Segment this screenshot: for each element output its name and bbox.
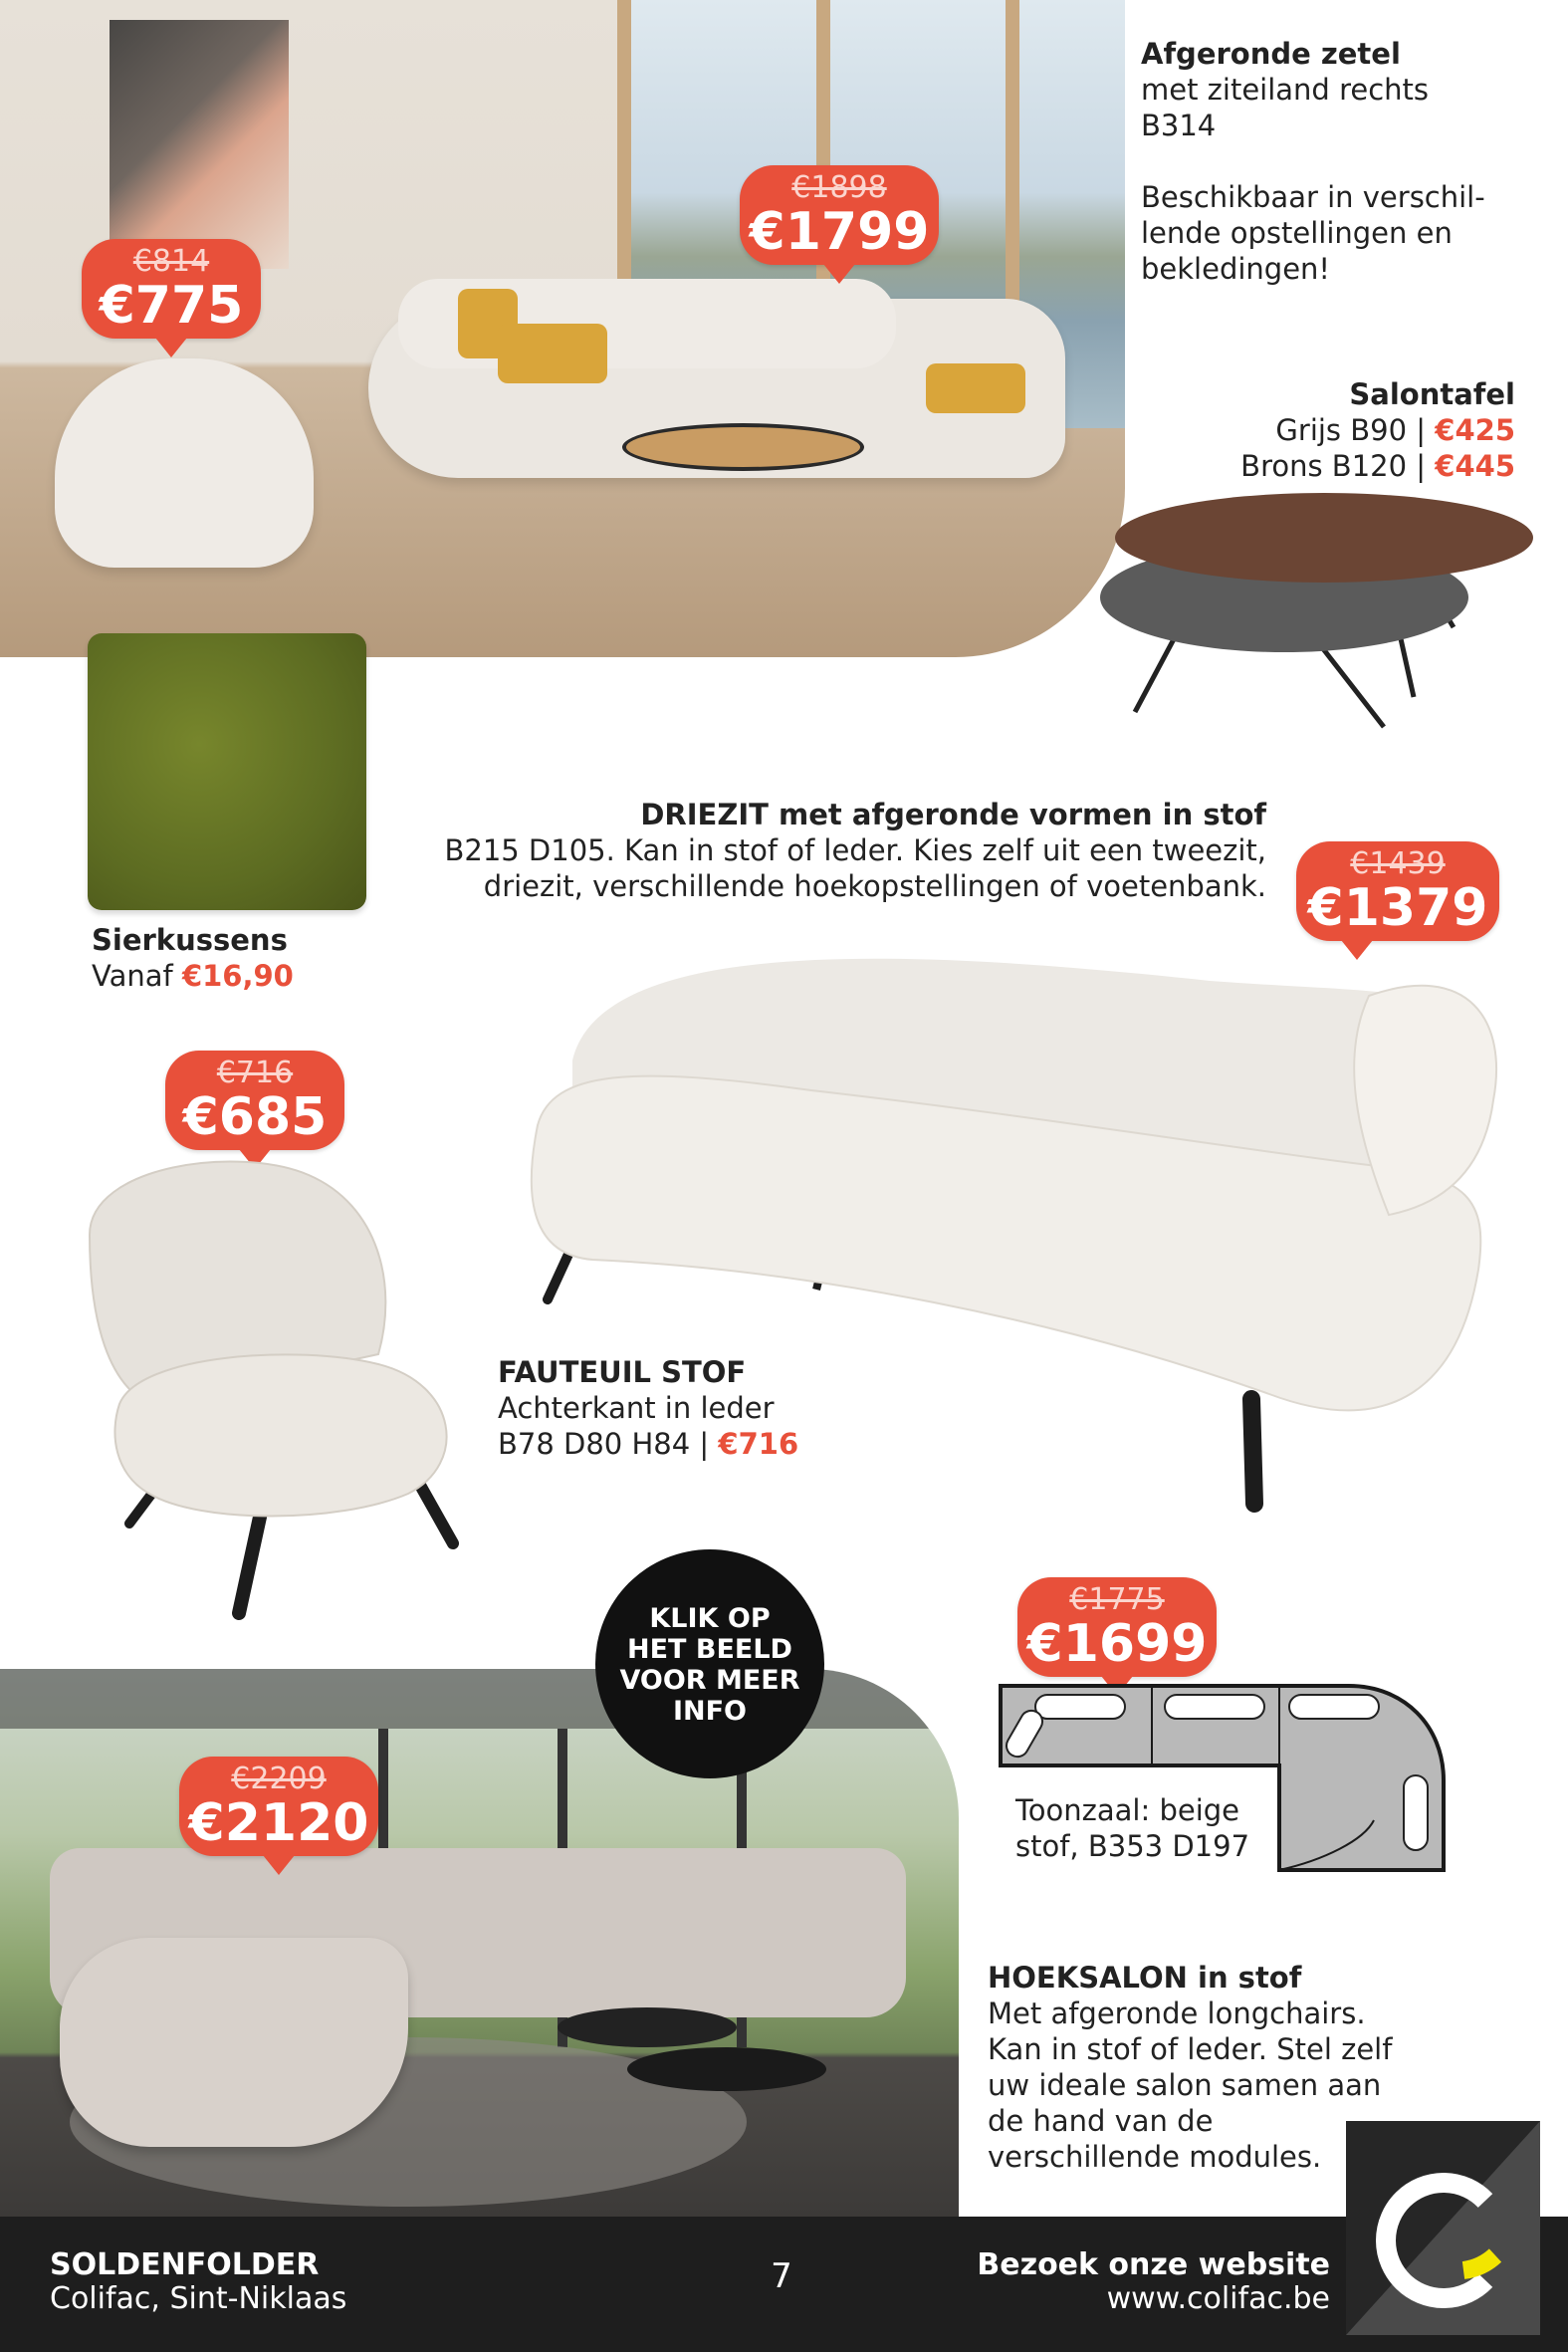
footer-subtitle: Colifac, Sint-Niklaas	[50, 2281, 347, 2316]
price-bubble-driezit: €1439 €1379	[1296, 841, 1499, 941]
price-bubble-fauteuil: €716 €685	[165, 1051, 344, 1150]
top-sofa-desc1: Beschikbaar in verschil-	[1141, 180, 1485, 214]
fauteuil-line1: Achterkant in leder	[498, 1391, 775, 1425]
price-bubble-corner: €1775 €1699	[1017, 1577, 1217, 1677]
driezit-line2: driezit, verschillende hoekopstellingen of voetenbank.	[483, 869, 1266, 903]
driezit-line1: B215 D105. Kan in stof of leder. Kies zelf uit een tweezit,	[444, 833, 1266, 867]
driezit-info	[438, 797, 1266, 904]
top-sofa-desc2: lende opstellingen en	[1141, 216, 1453, 250]
top-sofa-description	[1141, 36, 1559, 287]
hoeksalon-info: HOEKSALON in stof Met afgeronde longchairs. Kan in stof of leder. Stel zelf uw ideale salon samen aan de hand van de verschillende modules.	[988, 1960, 1426, 2175]
driezit-title: DRIEZIT met afgeronde vormen in stof	[640, 798, 1266, 831]
salontafel-price2: €445	[1435, 449, 1515, 483]
cushion-price: €16,90	[181, 959, 294, 993]
fauteuil-image[interactable]	[80, 1155, 478, 1623]
website-link[interactable]: Bezoek onze website www.colifac.be	[977, 2247, 1330, 2316]
cushion-title: Sierkussens	[92, 923, 288, 957]
top-sofa-line1: met ziteiland rechts	[1141, 73, 1429, 107]
coffee-table-image	[622, 423, 864, 471]
salontafel-image[interactable]	[1095, 488, 1543, 747]
wall-art	[110, 20, 289, 269]
click-for-info-badge[interactable]: KLIK OP HET BEELD VOOR MEER INFO	[595, 1549, 824, 1778]
salontafel-row1: Grijs B90 | €425	[1275, 413, 1515, 447]
cushion-image[interactable]	[88, 633, 366, 910]
top-sofa-line2: B314	[1141, 109, 1217, 142]
top-sofa-desc3: bekledingen!	[1141, 252, 1331, 286]
colifac-logo[interactable]	[1346, 2121, 1540, 2335]
hoeksalon-title: HOEKSALON in stof	[988, 1961, 1302, 1995]
fauteuil-price: €716	[718, 1427, 799, 1461]
salontafel-info	[1095, 376, 1515, 484]
salontafel-price1: €425	[1435, 413, 1515, 447]
footer	[0, 2217, 1568, 2352]
logo-c-icon	[1346, 2121, 1540, 2335]
salontafel-row2: Brons B120 | €445	[1240, 449, 1515, 483]
salontafel-title: Salontafel	[1349, 377, 1515, 411]
cushion-info: Sierkussens Vanaf €16,90	[92, 922, 390, 994]
top-sofa-title: Afgeronde zetel	[1141, 37, 1401, 71]
price-bubble-top-sofa: €1898 €1799	[740, 165, 939, 265]
fauteuil-info: FAUTEUIL STOF Achterkant in leder B78 D80 H84 | €716	[498, 1354, 896, 1462]
armchair-image	[55, 358, 314, 568]
coffee-tables	[558, 2007, 737, 2047]
price-bubble-armchair-top: €814 €775	[82, 239, 261, 339]
corner-sofa-photo[interactable]	[0, 1669, 959, 2217]
page-number: 7	[771, 2256, 792, 2296]
showroom-info: Toonzaal: beige stof, B353 D197	[1015, 1793, 1250, 1863]
price-bubble-corner-photo: €2209 €2120	[179, 1757, 378, 1856]
footer-title: SOLDENFOLDER	[50, 2247, 320, 2282]
fauteuil-title: FAUTEUIL STOF	[498, 1355, 747, 1389]
